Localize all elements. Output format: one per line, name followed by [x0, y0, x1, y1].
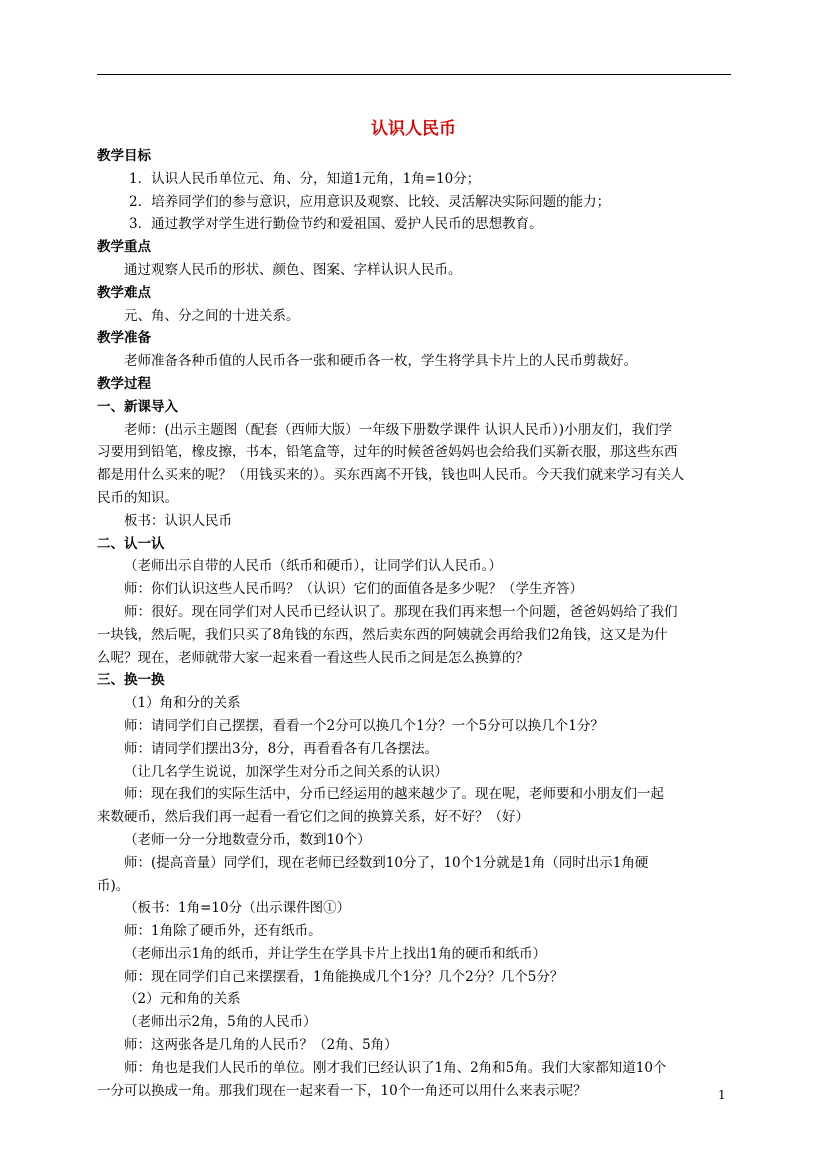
paragraph-line: 师：现在我们的实际生活中，分币已经运用的越来越少了。现在呢，老师要和小朋友们一起	[124, 786, 664, 803]
paragraph-line: 师：角也是我们人民币的单位。刚才我们已经认识了1角、2角和5角。我们大家都知道10个	[124, 1059, 667, 1076]
paragraph-line: 师：(提高音量）同学们，现在老师已经数到10分了，10个1分就是1角（同时出示1角硬	[124, 854, 649, 871]
paragraph-line: 3．通过教学对学生进行勤俭节约和爱祖国、爱护人民币的思想教育。	[129, 216, 543, 233]
section-heading: 教学目标	[97, 148, 151, 164]
paragraph-line: （板书：1角=10分（出示课件图①）	[124, 900, 351, 917]
paragraph-line: 1．认识人民币单位元、角、分，知道1元角，1角=10分；	[129, 170, 481, 187]
paragraph-line: 民币的知识。	[97, 489, 178, 506]
paragraph-line: 老师准备各种币值的人民币各一张和硬币各一枚，学生将学具卡片上的人民币剪裁好。	[124, 353, 637, 370]
paragraph-line: （2）元和角的关系	[124, 991, 241, 1008]
paragraph-line: （让几名学生说说，加深学生对分币之间关系的认识）	[124, 763, 448, 780]
header-rule	[97, 74, 731, 75]
paragraph-line: 师：很好。现在同学们对人民币已经认识了。那现在我们再来想一个问题，爸爸妈妈给了我们	[124, 603, 678, 620]
section-heading: 一、新课导入	[97, 398, 178, 415]
paragraph-line: 2．培养同学们的参与意识，应用意识及观察、比较、灵活解决实际问题的能力；	[129, 193, 611, 210]
paragraph-line: 师：这两张各是几角的人民币？（2角、5角）	[124, 1037, 398, 1054]
paragraph-line: 师：你们认识这些人民币吗？（认识）它们的面值各是多少呢？（学生齐答）	[124, 581, 583, 598]
paragraph-line: 都是用什么买来的呢？（用钱买来的）。买东西离不开钱，钱也叫人民币。今天我们就来学习有关人	[97, 467, 685, 484]
paragraph-line: （1）角和分的关系	[124, 695, 241, 712]
paragraph-line: 板书：认识人民币	[124, 512, 232, 529]
section-heading: 教学过程	[97, 375, 151, 392]
paragraph-line: 来数硬币，然后我们再一起看一看它们之间的换算关系，好不好？（好）	[97, 809, 529, 826]
paragraph-line: 师：1角除了硬币外，还有纸币。	[124, 923, 322, 940]
paragraph-line: （老师出示2角，5角的人民币）	[124, 1014, 317, 1031]
paragraph-line: 一分可以换成一角。那我们现在一起来看一下，10个一角还可以用什么来表示呢？	[97, 1082, 587, 1099]
document-body	[97, 145, 731, 1102]
section-heading: 教学准备	[97, 330, 151, 347]
section-heading: 教学难点	[97, 284, 151, 301]
paragraph-line: （老师出示自带的人民币（纸币和硬币），让同学们认人民币。）	[124, 558, 502, 575]
paragraph-line: 师：请同学们摆出3分，8分，再看看各有几各摆法。	[124, 740, 439, 757]
section-heading: 三、换一换	[97, 672, 165, 689]
paragraph-line: 习要用到铅笔，橡皮擦，书本，铅笔盒等，过年的时候爸爸妈妈也会给我们买新衣服，那这些东西	[97, 444, 678, 461]
paragraph-line: 通过观察人民币的形状、颜色、图案、字样认识人民币。	[124, 261, 462, 278]
section-heading: 教学重点	[97, 239, 151, 256]
section-heading: 二、认一认	[97, 535, 165, 552]
paragraph-line: （老师出示1角的纸币，并让学生在学具卡片上找出1角的硬币和纸币）	[124, 945, 547, 962]
document-title: 认识人民币	[371, 119, 456, 139]
paragraph-line: 师：现在同学们自己来摆摆看，1角能换成几个1分？几个2分？几个5分？	[124, 968, 564, 985]
paragraph-line: 么呢？现在，老师就带大家一起来看一看这些人民币之间是怎么换算的？	[97, 649, 529, 666]
paragraph-line: 老师：(出示主题图（配套（西师大版）一年级下册数学课件 认识人民币）)小朋友们，我们学	[124, 421, 673, 438]
page-number: 1	[718, 1088, 726, 1102]
paragraph-line: 师：请同学们自己摆摆，看看一个2分可以换几个1分？一个5分可以换几个1分？	[124, 717, 604, 734]
paragraph-line: 元、角、分之间的十进关系。	[124, 307, 300, 324]
paragraph-line: （老师一分一分地数壹分币，数到10个）	[124, 831, 371, 848]
paragraph-line: 一块钱，然后呢，我们只买了8角钱的东西，然后卖东西的阿姨就会再给我们2角钱，这又是为什	[97, 626, 668, 643]
paragraph-line: 币)。	[97, 877, 130, 894]
